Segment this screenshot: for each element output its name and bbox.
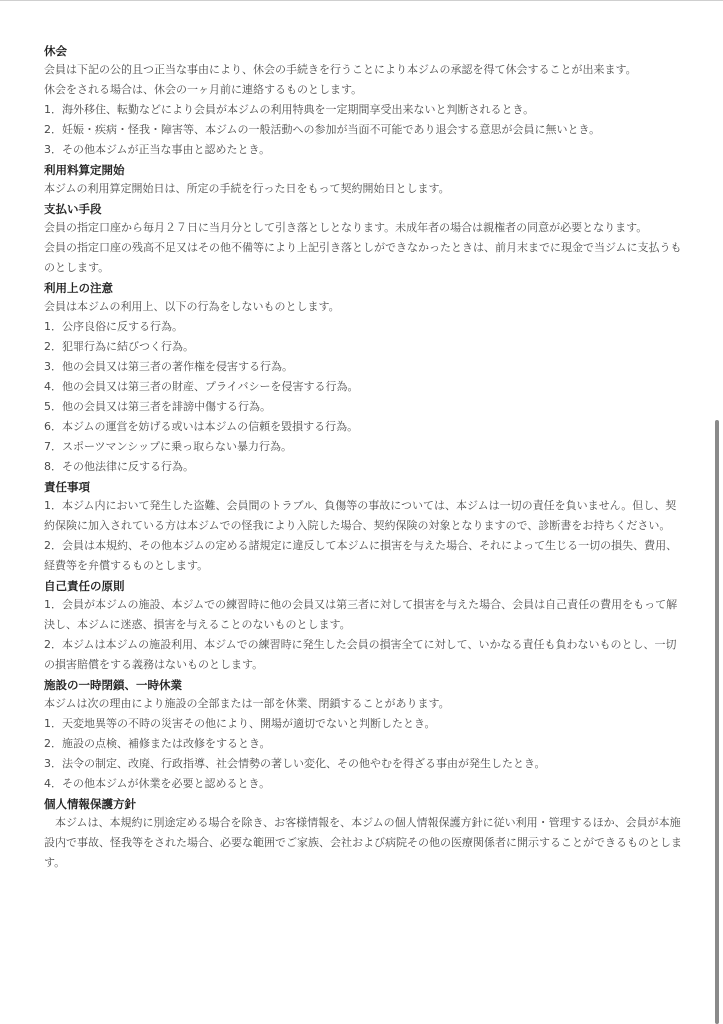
section-heading: 施設の一時閉鎖、一時休業	[44, 678, 182, 692]
terms-section	[44, 675, 684, 794]
terms-document	[44, 41, 684, 873]
section-paragraph: 8．その他法律に反する行為。	[44, 460, 194, 473]
section-paragraph: 会員は下記の公的且つ正当な事由により、休会の手続きを行うことにより本ジムの承認を得て休会することが出来ます。	[44, 63, 637, 76]
terms-section	[44, 278, 684, 477]
section-paragraph: 本ジムは、本規約に別途定める場合を除き、お客様情報を、本ジムの個人情報保護方針に従い利用・管理するほか、会員が本施設内で事故、怪我等をされた場合、必要な範囲でご家族、会社および病院その他の医療関係者に開示することができるものとします。	[44, 816, 682, 869]
terms-section	[44, 576, 684, 675]
section-heading: 個人情報保護方針	[44, 797, 136, 811]
section-paragraph: 3．他の会員又は第三者の著作権を侵害する行為。	[44, 360, 293, 373]
scrollbar-thumb[interactable]	[715, 420, 719, 1024]
top-divider	[0, 0, 723, 1]
section-heading: 責任事項	[44, 480, 90, 494]
section-paragraph: 本ジムの利用算定開始日は、所定の手続を行った日をもって契約開始日とします。	[44, 182, 450, 195]
section-heading: 支払い手段	[44, 202, 102, 216]
section-paragraph: 6．本ジムの運営を妨げる或いは本ジムの信頼を毀損する行為。	[44, 420, 359, 433]
section-paragraph: 2．会員は本規約、その他本ジムの定める諸規定に違反して本ジムに損害を与えた場合、それによって生じる一切の損失、費用、経費等を弁償するものとします。	[44, 539, 678, 572]
section-heading: 自己責任の原則	[44, 579, 125, 593]
section-heading: 休会	[44, 44, 67, 58]
section-paragraph: 2．本ジムは本ジムの施設利用、本ジムでの練習時に発生した会員の損害全てに対して、いかなる責任も負わないものとし、一切の損害賠償をする義務はないものとします。	[44, 638, 677, 671]
section-paragraph: 本ジムは次の理由により施設の全部または一部を休業、閉鎖することがあります。	[44, 697, 450, 710]
section-paragraph: 7．スポーツマンシップに乗っ取らない暴力行為。	[44, 440, 293, 453]
section-heading: 利用上の注意	[44, 281, 113, 295]
section-paragraph: 会員は本ジムの利用上、以下の行為をしないものとします。	[44, 300, 340, 313]
terms-section	[44, 199, 684, 278]
section-paragraph: 5．他の会員又は第三者を誹謗中傷する行為。	[44, 400, 271, 413]
vertical-scrollbar[interactable]	[715, 0, 720, 1024]
section-paragraph: 1．海外移住、転勤などにより会員が本ジムの利用特典を一定期間享受出来ないと判断されるとき。	[44, 103, 535, 116]
section-paragraph: 1．公序良俗に反する行為。	[44, 320, 183, 333]
section-heading: 利用料算定開始	[44, 163, 125, 177]
section-paragraph: 会員の指定口座から毎月２７日に当月分として引き落としとなります。未成年者の場合は親権者の同意が必要となります。	[44, 221, 648, 234]
section-paragraph: 会員の指定口座の残高不足又はその他不備等により上記引き落としができなかったときは、前月末までに現金で当ジムに支払うものとします。	[44, 241, 682, 274]
section-paragraph: 1．会員が本ジムの施設、本ジムでの練習時に他の会員又は第三者に対して損害を与えた場合、会員は自己責任の費用をもって解決し、本ジムに迷惑、損害を与えることのないものとします。	[44, 598, 678, 631]
section-paragraph: 2．施設の点検、補修または改修をするとき。	[44, 737, 271, 750]
section-paragraph: 1．本ジム内において発生した盗難、会員間のトラブル、負傷等の事故については、本ジムは一切の責任を負いません。但し、契約保険に加入されている方は本ジムでの怪我により入院した場合、契約保険の対象となりますので、診断書をお持ちください。	[44, 499, 677, 532]
section-paragraph: 3．法令の制定、改廃、行政指導、社会情勢の著しい変化、その他やむを得ざる事由が発生したとき。	[44, 757, 546, 770]
terms-section	[44, 477, 684, 576]
terms-section	[44, 794, 684, 873]
section-paragraph: 4．他の会員又は第三者の財産、プライバシーを侵害する行為。	[44, 380, 359, 393]
section-paragraph: 1．天変地異等の不時の災害その他により、開場が適切でないと判断したとき。	[44, 717, 436, 730]
section-paragraph: 2．犯罪行為に結びつく行為。	[44, 340, 194, 353]
section-paragraph: 4．その他本ジムが休業を必要と認めるとき。	[44, 777, 271, 790]
section-paragraph: 休会をされる場合は、休会の一ヶ月前に連絡するものとします。	[44, 83, 363, 96]
terms-section	[44, 160, 684, 199]
terms-section	[44, 41, 684, 160]
section-paragraph: 2．妊娠・疾病・怪我・障害等、本ジムの一般活動への参加が当面不可能であり退会する意思が会員に無いとき。	[44, 123, 601, 136]
section-paragraph: 3．その他本ジムが正当な事由と認めたとき。	[44, 143, 271, 156]
